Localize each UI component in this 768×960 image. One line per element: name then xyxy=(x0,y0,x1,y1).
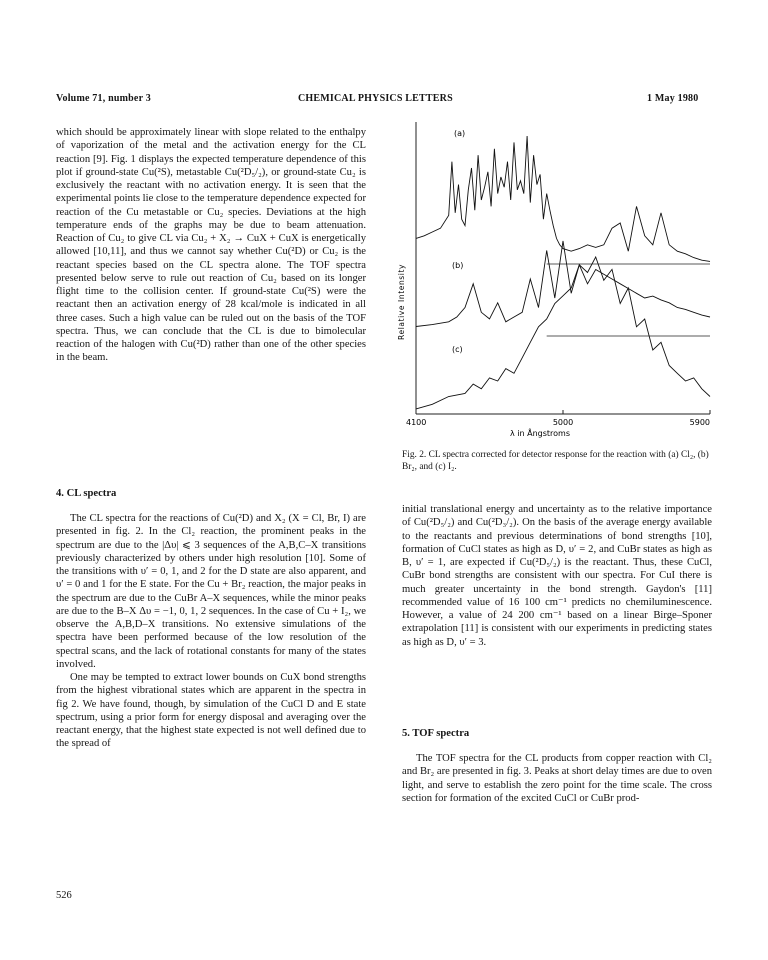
running-header-date: 1 May 1980 xyxy=(647,93,699,104)
x-axis-label: λ in Ångstroms xyxy=(510,429,571,438)
page-number: 526 xyxy=(56,890,72,901)
y-axis-label: Relative Intensity xyxy=(397,263,406,340)
x-tick-label-4100: 4100 xyxy=(406,418,427,427)
paragraph-bond-strengths: initial translational energy and uncertainty as to the relative importance of Cu(²D₅/₂) and Cu(²D₃/₂). On the basis of the average energy available to the reactants and previous determinations of bond strengths [10], formation of CuCl states as high as D, υ′ = 2, and CuBr states as high as B, υ′ = 1, are expected if Cu(²D₅/₂) is the reactant. Thus, these CuCl, CuBr bond strengths are consistent with our spectra. For CuI there is much greater uncertainty in the bond strength. Gaydon's [11] recommended value of 16 100 cm⁻¹ predicts no chemiluminescence. However, a value of 24 200 cm⁻¹ based on a linear Birge–Sponer extrapolation [11] is consistent with our experiments in predicting states as high as D, υ′ = 3. xyxy=(402,504,712,648)
spectrum-trace-b xyxy=(416,241,710,327)
section-5-heading: 5. TOF spectra xyxy=(402,728,470,739)
left-column-text xyxy=(56,126,366,365)
spectrum-trace-c xyxy=(416,257,710,409)
panel-label-c: (c) xyxy=(452,345,463,354)
section-4-heading: 4. CL spectra xyxy=(56,488,117,499)
figure-2-caption: Fig. 2. CL spectra corrected for detector response for the reaction with (a) Cl₂, (b) Br₂, and (c) I₂. xyxy=(402,450,709,472)
x-tick-label-5900: 5900 xyxy=(689,418,710,427)
paragraph-tof-spectra: The TOF spectra for the CL products from copper reaction with Cl₂ and Br₂ are presented in fig. 3. Peaks at short delay times are due to oven light, and serve to establish the zero point for the time scale. The cross section for formation of the excited CuCl or CuBr prod- xyxy=(402,753,712,804)
section-4-body xyxy=(56,512,366,751)
running-header-journal: CHEMICAL PHYSICS LETTERS xyxy=(298,93,453,104)
paragraph-cl-spectra-1: The CL spectra for the reactions of Cu(²D) and X₂ (X = Cl, Br, I) are presented in fig. 2. In the Cl₂ reaction, the prominent peaks in the spectrum are due to the |Δυ| ⩽ 3 sequences of the A,B,C–X transitions previously characterized by others under high resolution [10]. Some of the transitions with υ′ = 0, 1, and 2 for the D state are also apparent, and υ′ = 0 and 1 for the E state. For the Cu + Br₂ reaction, the major peaks in the spectrum are due to the CuBr A–X sequences, while the minor peaks are due to the B–X Δυ = −1, 0, 1, 2 sequences. In the case of Cu + I₂, we observe the A,B,D–X transitions. No extensive simulations of the spectra have been performed because of the low resolution of the spectral scans, and the lack of rotational constants for many of the states involved. xyxy=(56,513,366,670)
right-column-text xyxy=(402,503,712,649)
panel-label-a: (a) xyxy=(454,129,466,138)
section-5-body xyxy=(402,752,712,805)
paragraph-arrhenius: which should be approximately linear with slope related to the enthalpy of vaporization of the metal and the activation energy for the CL reaction [9]. Fig. 1 displays the expected temperature dependence of this plot if ground-state Cu(²S), metastable Cu(²D₅/₂), or ground-state Cu₂ is exclusively the reactant with no activation energy. It is seen that the experimental points lie close to the temperature dependence expected for reaction of the Cu metastable or Cu₂ species. Deviations at the high temperature ends of the graphs may be due to beam attenuation. Reaction of Cu₂ to give CL via Cu₂ + X₂ → CuX + CuX is energetically allowed [10,11], and thus we cannot say whether Cu(²D) or Cu₂ is the reactant species based on the CL spectra alone. The TOF spectra presented below serve to rule out reaction of Cu₂ based on its longer flight time to the collision center. If ground-state Cu(²S) were the reactant then an activation energy of 28 kcal/mole is indicated in all three cases. Such a high value can be ruled out on the basis of the TOF spectra. Thus, we can conclude that the CL is due to bimolecular reaction of the halogen with Cu(²D) rather than one of the other species in the beam. xyxy=(56,127,366,364)
figure-2-cl-spectra xyxy=(392,118,722,448)
paragraph-cl-spectra-2: One may be tempted to extract lower bounds on CuX bond strengths from the highest vibrational states which are apparent in the spectra in fig 2. We have found, though, by simulation of the CuCl D and E state spectrum, using a prior form for energy disposal and averaging over the reactant energy, that the highest state expected is not well defined due to the spread of xyxy=(56,672,366,750)
x-tick-label-5000: 5000 xyxy=(552,418,574,427)
running-header-volume: Volume 71, number 3 xyxy=(56,93,151,104)
panel-label-b: (b) xyxy=(452,261,464,270)
